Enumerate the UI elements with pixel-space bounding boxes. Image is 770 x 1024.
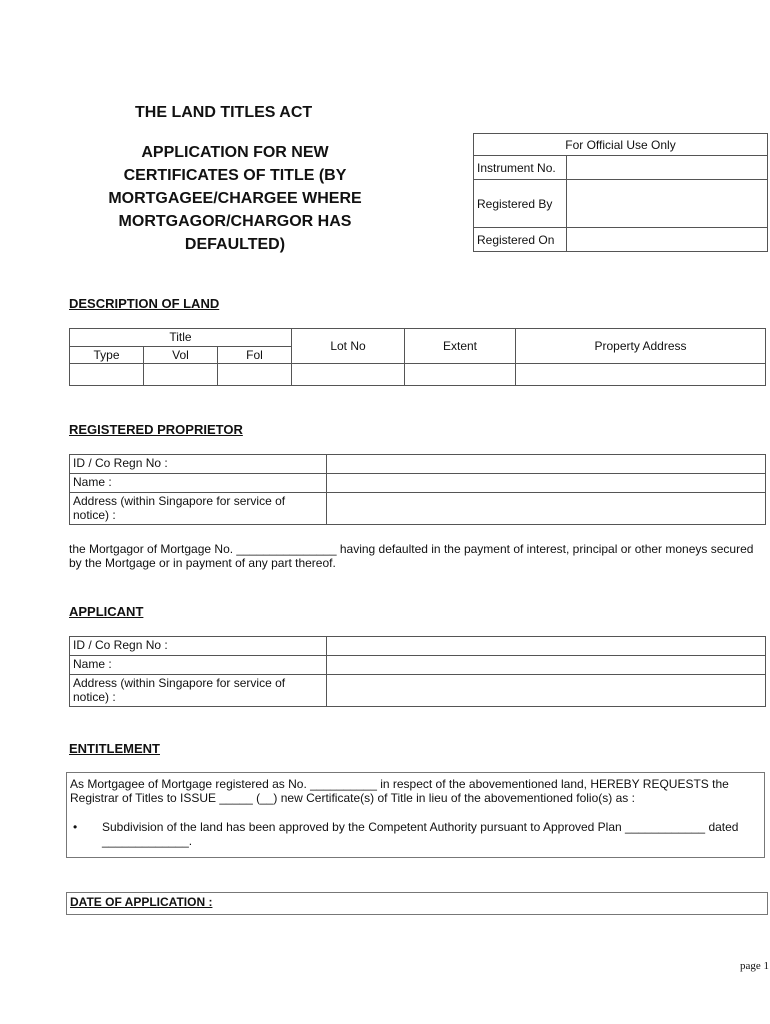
form-title-line: DEFAULTED) (184, 236, 286, 253)
form-title-line: CERTIFICATES OF TITLE (BY (123, 167, 347, 184)
proprietor-name-field[interactable] (327, 474, 766, 493)
entitlement-bullet-item (70, 820, 762, 848)
proprietor-address-label: Address (within Singapore for service of notice) : (70, 493, 327, 525)
registered-proprietor-table (69, 454, 766, 525)
instrument-no-field[interactable] (567, 156, 768, 180)
official-use-table (473, 133, 768, 252)
applicant-address-field[interactable] (327, 675, 766, 707)
entitlement-heading: ENTITLEMENT (69, 741, 160, 756)
official-use-heading: For Official Use Only (474, 134, 768, 156)
registered-by-field[interactable] (567, 180, 768, 228)
extent-label: Extent (405, 329, 516, 364)
type-field[interactable] (70, 364, 144, 386)
entitlement-box (66, 772, 765, 858)
fol-field[interactable] (218, 364, 292, 386)
type-label: Type (70, 347, 144, 364)
title-label: Title (70, 329, 292, 347)
applicant-address-label: Address (within Singapore for service of notice) : (70, 675, 327, 707)
mortgagor-statement: the Mortgagor of Mortgage No. _______________ having defaulted in the payment of interest, principal or other moneys secured by the Mortgage or in payment of any part thereof. (69, 542, 754, 570)
lot-no-label: Lot No (292, 329, 405, 364)
applicant-heading: APPLICANT (69, 604, 144, 619)
fol-label: Fol (218, 347, 292, 364)
applicant-id-field[interactable] (327, 637, 766, 656)
entitlement-bullet-text: Subdivision of the land has been approved by the Competent Authority pursuant to Approved Plan ____________ dated _____________. (102, 820, 739, 848)
form-title (60, 141, 410, 256)
registered-on-label: Registered On (474, 228, 567, 252)
form-title-line: APPLICATION FOR NEW (141, 144, 329, 161)
applicant-name-label: Name : (70, 656, 327, 675)
lot-no-field[interactable] (292, 364, 405, 386)
vol-label: Vol (144, 347, 218, 364)
bullet-icon: • (73, 820, 78, 834)
description-of-land-heading: DESCRIPTION OF LAND (69, 296, 220, 311)
description-of-land-table (69, 328, 766, 386)
form-title-line: MORTGAGOR/CHARGOR HAS (118, 213, 352, 230)
applicant-table (69, 636, 766, 707)
form-title-line: MORTGAGEE/CHARGEE WHERE (108, 190, 362, 207)
extent-field[interactable] (405, 364, 516, 386)
proprietor-name-label: Name : (70, 474, 327, 493)
proprietor-id-label: ID / Co Regn No : (70, 455, 327, 474)
applicant-id-label: ID / Co Regn No : (70, 637, 327, 656)
registered-proprietor-heading: REGISTERED PROPRIETOR (69, 422, 243, 437)
date-of-application-label: DATE OF APPLICATION : (70, 895, 213, 909)
act-title: THE LAND TITLES ACT (135, 104, 313, 121)
property-address-field[interactable] (516, 364, 766, 386)
entitlement-text: As Mortgagee of Mortgage registered as No. __________ in respect of the abovementioned land, HEREBY REQUESTS the Registrar of Titles to ISSUE _____ (__) new Certificate(s) of Title in lieu of the abovementioned folio(s) as : (70, 777, 729, 805)
proprietor-address-field[interactable] (327, 493, 766, 525)
registered-by-label: Registered By (474, 180, 567, 228)
vol-field[interactable] (144, 364, 218, 386)
instrument-no-label: Instrument No. (474, 156, 567, 180)
applicant-name-field[interactable] (327, 656, 766, 675)
page-number: page 1 (740, 960, 770, 972)
proprietor-id-field[interactable] (327, 455, 766, 474)
registered-on-field[interactable] (567, 228, 768, 252)
date-of-application-row[interactable] (66, 892, 768, 915)
property-address-label: Property Address (516, 329, 766, 364)
